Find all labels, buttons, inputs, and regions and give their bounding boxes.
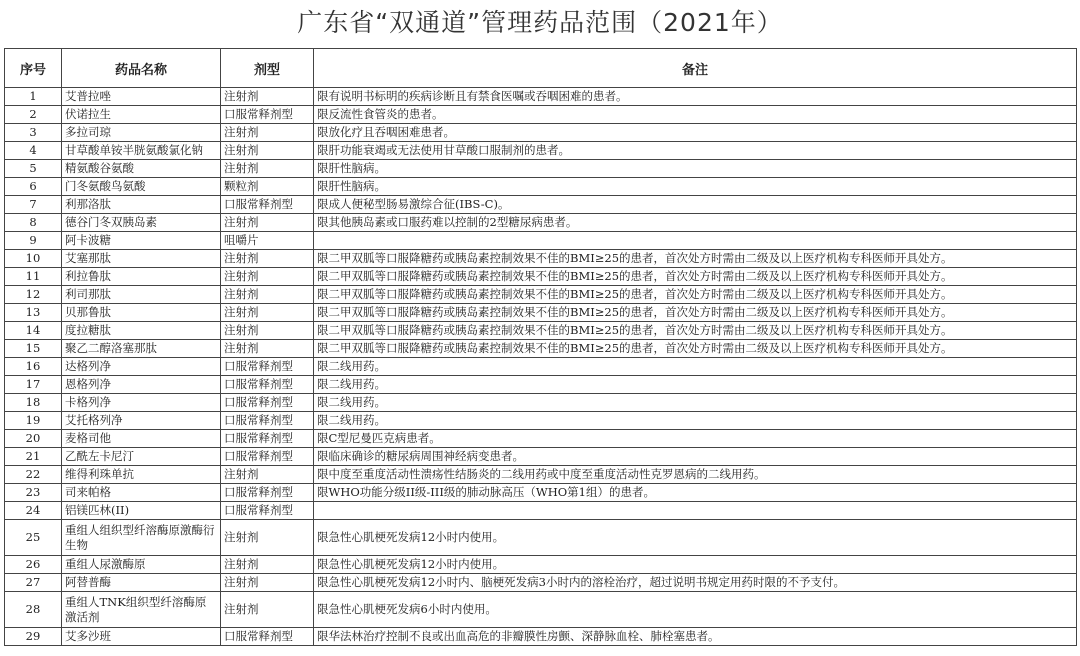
table-row <box>5 322 1077 340</box>
cell-seq: 1 <box>5 88 62 106</box>
drug-table <box>4 48 1077 646</box>
cell-form: 注射剂 <box>221 592 314 628</box>
table-row <box>5 340 1077 358</box>
table-row <box>5 214 1077 232</box>
cell-name: 恩格列净 <box>62 376 221 394</box>
cell-name: 聚乙二醇洛塞那肽 <box>62 340 221 358</box>
cell-seq: 18 <box>5 394 62 412</box>
cell-form: 注射剂 <box>221 214 314 232</box>
cell-form: 注射剂 <box>221 286 314 304</box>
cell-name: 艾托格列净 <box>62 412 221 430</box>
cell-note: 限二线用药。 <box>314 358 1077 376</box>
cell-seq: 22 <box>5 466 62 484</box>
header-note: 备注 <box>314 49 1077 88</box>
cell-note: 限华法林治疗控制不良或出血高危的非瓣膜性房颤、深静脉血栓、肺栓塞患者。 <box>314 628 1077 646</box>
cell-note <box>314 232 1077 250</box>
cell-seq: 25 <box>5 520 62 556</box>
cell-note <box>314 502 1077 520</box>
cell-name: 利司那肽 <box>62 286 221 304</box>
cell-name: 利那洛肽 <box>62 196 221 214</box>
table-row <box>5 502 1077 520</box>
cell-form: 注射剂 <box>221 88 314 106</box>
cell-note: 限急性心肌梗死发病12小时内使用。 <box>314 520 1077 556</box>
cell-name: 铝镁匹林(II) <box>62 502 221 520</box>
cell-seq: 5 <box>5 160 62 178</box>
table-row <box>5 484 1077 502</box>
cell-note: 限急性心肌梗死发病12小时内使用。 <box>314 556 1077 574</box>
cell-note: 限中度至重度活动性溃疡性结肠炎的二线用药或中度至重度活动性克罗恩病的二线用药。 <box>314 466 1077 484</box>
table-body <box>5 88 1077 646</box>
table-row <box>5 556 1077 574</box>
table-row <box>5 628 1077 646</box>
cell-name: 度拉糖肽 <box>62 322 221 340</box>
table-row <box>5 106 1077 124</box>
cell-form: 咀嚼片 <box>221 232 314 250</box>
table-row <box>5 376 1077 394</box>
table-row <box>5 124 1077 142</box>
table-header-row <box>5 49 1077 88</box>
cell-form: 颗粒剂 <box>221 178 314 196</box>
cell-note: 限成人便秘型肠易激综合征(IBS-C)。 <box>314 196 1077 214</box>
cell-seq: 26 <box>5 556 62 574</box>
cell-form: 注射剂 <box>221 250 314 268</box>
table-row <box>5 178 1077 196</box>
cell-seq: 29 <box>5 628 62 646</box>
cell-seq: 20 <box>5 430 62 448</box>
cell-form: 注射剂 <box>221 556 314 574</box>
cell-note: 限肝性脑病。 <box>314 160 1077 178</box>
cell-form: 注射剂 <box>221 466 314 484</box>
header-form: 剂型 <box>221 49 314 88</box>
cell-seq: 13 <box>5 304 62 322</box>
cell-note: 限二甲双胍等口服降糖药或胰岛素控制效果不佳的BMI≥25的患者，首次处方时需由二级及以上医疗机构专科医师开具处方。 <box>314 268 1077 286</box>
cell-form: 口服常释剂型 <box>221 376 314 394</box>
table-row <box>5 394 1077 412</box>
cell-seq: 3 <box>5 124 62 142</box>
cell-form: 口服常释剂型 <box>221 628 314 646</box>
table-row <box>5 520 1077 556</box>
cell-note: 限二甲双胍等口服降糖药或胰岛素控制效果不佳的BMI≥25的患者，首次处方时需由二级及以上医疗机构专科医师开具处方。 <box>314 322 1077 340</box>
cell-note: 限反流性食管炎的患者。 <box>314 106 1077 124</box>
cell-seq: 9 <box>5 232 62 250</box>
cell-note: 限二线用药。 <box>314 376 1077 394</box>
header-seq: 序号 <box>5 49 62 88</box>
cell-name: 阿替普酶 <box>62 574 221 592</box>
page-title: 广东省“双通道”管理药品范围（2021年） <box>297 8 783 37</box>
cell-note: 限临床确诊的糖尿病周围神经病变患者。 <box>314 448 1077 466</box>
cell-form: 口服常释剂型 <box>221 358 314 376</box>
cell-note: 限C型尼曼匹克病患者。 <box>314 430 1077 448</box>
cell-note: 限肝性脑病。 <box>314 178 1077 196</box>
table-row <box>5 142 1077 160</box>
table-row <box>5 592 1077 628</box>
cell-seq: 15 <box>5 340 62 358</box>
cell-form: 注射剂 <box>221 520 314 556</box>
table-row <box>5 448 1077 466</box>
cell-name: 多拉司琼 <box>62 124 221 142</box>
cell-note: 限急性心肌梗死发病12小时内、脑梗死发病3小时内的溶栓治疗，超过说明书规定用药时限的不予支付。 <box>314 574 1077 592</box>
cell-seq: 17 <box>5 376 62 394</box>
cell-form: 注射剂 <box>221 574 314 592</box>
cell-name: 维得利珠单抗 <box>62 466 221 484</box>
cell-seq: 14 <box>5 322 62 340</box>
cell-form: 口服常释剂型 <box>221 484 314 502</box>
cell-name: 艾普拉唑 <box>62 88 221 106</box>
cell-seq: 24 <box>5 502 62 520</box>
cell-note: 限二甲双胍等口服降糖药或胰岛素控制效果不佳的BMI≥25的患者，首次处方时需由二级及以上医疗机构专科医师开具处方。 <box>314 304 1077 322</box>
cell-form: 注射剂 <box>221 268 314 286</box>
cell-name: 达格列净 <box>62 358 221 376</box>
cell-name: 利拉鲁肽 <box>62 268 221 286</box>
cell-name: 伏诺拉生 <box>62 106 221 124</box>
table-row <box>5 430 1077 448</box>
cell-note: 限急性心肌梗死发病6小时内使用。 <box>314 592 1077 628</box>
cell-name: 艾多沙班 <box>62 628 221 646</box>
table-row <box>5 574 1077 592</box>
cell-note: 限WHO功能分级II级-III级的肺动脉高压（WHO第1组）的患者。 <box>314 484 1077 502</box>
cell-note: 限肝功能衰竭或无法使用甘草酸口服制剂的患者。 <box>314 142 1077 160</box>
cell-form: 口服常释剂型 <box>221 502 314 520</box>
cell-note: 限放化疗且吞咽困难患者。 <box>314 124 1077 142</box>
cell-note: 限二线用药。 <box>314 412 1077 430</box>
table-row <box>5 232 1077 250</box>
cell-seq: 11 <box>5 268 62 286</box>
cell-seq: 10 <box>5 250 62 268</box>
cell-seq: 12 <box>5 286 62 304</box>
table-row <box>5 466 1077 484</box>
cell-name: 重组人TNK组织型纤溶酶原激活剂 <box>62 592 221 628</box>
cell-seq: 4 <box>5 142 62 160</box>
cell-seq: 7 <box>5 196 62 214</box>
cell-seq: 6 <box>5 178 62 196</box>
cell-form: 口服常释剂型 <box>221 196 314 214</box>
cell-name: 甘草酸单铵半胱氨酸氯化钠 <box>62 142 221 160</box>
cell-note: 限有说明书标明的疾病诊断且有禁食医嘱或吞咽困难的患者。 <box>314 88 1077 106</box>
header-name: 药品名称 <box>62 49 221 88</box>
table-row <box>5 88 1077 106</box>
table-row <box>5 304 1077 322</box>
cell-name: 卡格列净 <box>62 394 221 412</box>
cell-note: 限二线用药。 <box>314 394 1077 412</box>
cell-seq: 8 <box>5 214 62 232</box>
cell-form: 口服常释剂型 <box>221 448 314 466</box>
cell-form: 注射剂 <box>221 142 314 160</box>
cell-name: 门冬氨酸鸟氨酸 <box>62 178 221 196</box>
cell-seq: 28 <box>5 592 62 628</box>
cell-seq: 21 <box>5 448 62 466</box>
table-row <box>5 160 1077 178</box>
cell-note: 限二甲双胍等口服降糖药或胰岛素控制效果不佳的BMI≥25的患者，首次处方时需由二级及以上医疗机构专科医师开具处方。 <box>314 286 1077 304</box>
cell-form: 口服常释剂型 <box>221 106 314 124</box>
cell-name: 麦格司他 <box>62 430 221 448</box>
cell-name: 阿卡波糖 <box>62 232 221 250</box>
cell-name: 司来帕格 <box>62 484 221 502</box>
cell-form: 注射剂 <box>221 304 314 322</box>
cell-seq: 2 <box>5 106 62 124</box>
cell-seq: 16 <box>5 358 62 376</box>
table-row <box>5 412 1077 430</box>
cell-name: 精氨酸谷氨酸 <box>62 160 221 178</box>
cell-seq: 19 <box>5 412 62 430</box>
table-row <box>5 268 1077 286</box>
cell-name: 重组人尿激酶原 <box>62 556 221 574</box>
cell-name: 德谷门冬双胰岛素 <box>62 214 221 232</box>
cell-note: 限其他胰岛素或口服药难以控制的2型糖尿病患者。 <box>314 214 1077 232</box>
table-row <box>5 250 1077 268</box>
cell-form: 口服常释剂型 <box>221 412 314 430</box>
cell-seq: 23 <box>5 484 62 502</box>
cell-form: 注射剂 <box>221 124 314 142</box>
cell-form: 口服常释剂型 <box>221 394 314 412</box>
cell-form: 口服常释剂型 <box>221 430 314 448</box>
table-row <box>5 196 1077 214</box>
cell-note: 限二甲双胍等口服降糖药或胰岛素控制效果不佳的BMI≥25的患者，首次处方时需由二级及以上医疗机构专科医师开具处方。 <box>314 250 1077 268</box>
cell-form: 注射剂 <box>221 160 314 178</box>
cell-note: 限二甲双胍等口服降糖药或胰岛素控制效果不佳的BMI≥25的患者，首次处方时需由二级及以上医疗机构专科医师开具处方。 <box>314 340 1077 358</box>
cell-seq: 27 <box>5 574 62 592</box>
cell-name: 贝那鲁肽 <box>62 304 221 322</box>
cell-form: 注射剂 <box>221 340 314 358</box>
table-row <box>5 286 1077 304</box>
cell-form: 注射剂 <box>221 322 314 340</box>
cell-name: 重组人组织型纤溶酶原激酶衍生物 <box>62 520 221 556</box>
table-row <box>5 358 1077 376</box>
cell-name: 乙酰左卡尼汀 <box>62 448 221 466</box>
cell-name: 艾塞那肽 <box>62 250 221 268</box>
